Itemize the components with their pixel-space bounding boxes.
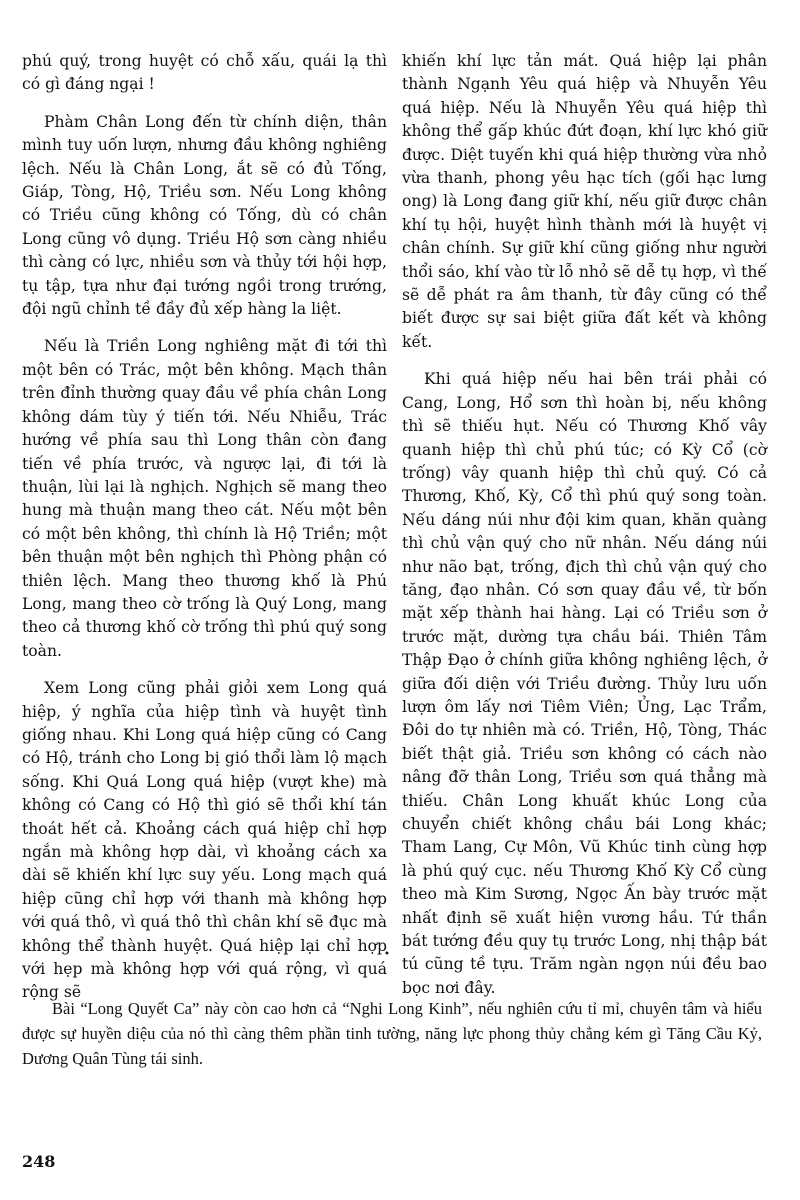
- page-number: 248: [22, 1152, 56, 1171]
- stray-mark: •: [384, 949, 390, 960]
- left-column: [22, 50, 387, 1019]
- left-paragraph-4: Xem Long cũng phải giỏi xem Long quá hiệp, ý nghĩa của hiệp tình và huyệt tình giống nhau. Khi Long quá hiệp cũng có Cang có Hộ, tránh cho Long bị gió thổi làm lộ mạch sống. Khi Quá Long quá hiệp (vượt khe) mà không có Cang có Hộ thì gió sẽ thổi khí tán thoát hết cả. Khoảng cách quá hiệp chỉ hợp ngắn mà không hợp dài, vì khoảng cách xa dài sẽ khiến khí lực suy yếu. Long mạch quá hiệp cũng chỉ hợp với thanh mà không hợp với quá thô, vì quá thô thì chân khí sẽ đục mà không thể thành huyệt. Quá hiệp lại chỉ hợp với hẹp mà không hợp với quá rộng, vì quá rộng sẽ: [22, 679, 387, 1002]
- left-paragraph-3: Nếu là Triền Long nghiêng mặt đi tới thì một bên có Trác, một bên không. Mạch thân trên đỉnh thường quay đầu về phía chân Long không dám tùy ý tiến tới. Nếu Nhiễu, Trác hướng về phía sau thì Long thân còn đang tiến về phía trước, và ngược lại, đi tới là thuận, lùi lại là nghịch. Nghịch sẽ mang theo hung mà thuận mang theo cát. Nếu một bên có một bên không, thì chính là Hộ Triền; một bên thuận một bên nghịch thì Phòng phận có thiên lệch. Mang theo thương khố là Phú Long, mang theo cờ trống là Quý Long, mang theo cả thương khố cờ trống thì phú quý song toàn.: [22, 337, 387, 660]
- closing-note: [22, 996, 762, 1071]
- right-paragraph-2: Khi quá hiệp nếu hai bên trái phải có Cang, Long, Hổ sơn thì hoàn bị, nếu không thì sẽ thiếu hụt. Nếu có Thương Khố vây quanh hiệp thì chủ phú túc; có Kỳ Cổ (cờ trống) vây quanh hiệp thì chủ quý. Có cả Thương, Khố, Kỳ, Cổ thì phú quý song toàn. Nếu dáng núi như đội kim quan, khăn quàng thì chủ vận quý cho nữ nhân. Nếu dáng núi như não bạt, trống, địch thì chủ vận quý cho tăng, đạo nhân. Có sơn quay đầu về, từ bốn mặt xếp thành hai hàng. Lại có Triều sơn ở trước mặt, dường tựa chầu bái. Thiên Tâm Thập Đạo ở chính giữa không nghiêng lệch, ở giữa đối diện với Triều đường. Thủy lưu uốn lượn ôm lấy nơi Tiêm Viên; Ủng, Lạc Trẩm, Đôi do tự nhiên mà có. Triền, Hộ, Tòng, Thác biết thật giả. Triều sơn không có cách nào nâng đỡ thân Long, Triều sơn quá thẳng mà thiếu. Chân Long khuất khúc Long của chuyển chiết không chầu bái Long khác; Tham Lang, Cự Môn, Vũ Khúc tinh cùng hợp là phú quý cục. nếu Thương Khố Kỳ Cổ cùng theo mà Kim Sương, Ngọc Ấn bày trước mặt nhất định sẽ xuất hiện vương hầu. Tứ thần bát tướng đều quy tụ trước Long, nhị thập bát tú cũng tề tựu. Trăm ngàn ngọn núi đều bao bọc nơi đây.: [402, 370, 767, 997]
- right-column: [402, 50, 767, 1014]
- left-paragraph-1: phú quý, trong huyệt có chỗ xấu, quái lạ thì có gì đáng ngại !: [22, 52, 387, 94]
- closing-paragraph: Bài “Long Quyết Ca” này còn cao hơn cả “Nghi Long Kinh”, nếu nghiên cứu tỉ mỉ, chuyên tâm và hiểu được sự huyền diệu của nó thì càng thêm phần tinh tường, năng lực phong thủy chẳng kém gì Tăng Cầu Kỷ, Dương Quân Tùng tái sinh.: [22, 999, 762, 1068]
- right-paragraph-1: khiến khí lực tản mát. Quá hiệp lại phân thành Ngạnh Yêu quá hiệp và Nhuyễn Yêu quá hiệp. Nếu là Nhuyễn Yêu quá hiệp thì không thể gấp khúc đứt đoạn, khí lực khó giữ được. Diệt tuyến khi quá hiệp thường vừa nhỏ vừa thanh, phong yêu hạc tích (gối hạc lưng ong) là Long đang giữ khí, nếu giữ được chân khí tụ hội, huyệt hình thành mới là huyệt vị chân chính. Sự giữ khí cũng giống như người thổi sáo, khí vào từ lỗ nhỏ sẽ dễ tụ hợp, vì thế sẽ dễ phát ra âm thanh, từ đây cũng có thể biết được sự sai biệt giữa đất kết và không kết.: [402, 52, 767, 351]
- left-paragraph-2: Phàm Chân Long đến từ chính diện, thân mình tuy uốn lượn, nhưng đầu không nghiêng lệch. Nếu là Chân Long, ắt sẽ có đủ Tống, Giáp, Tòng, Hộ, Triều sơn. Nếu Long không có Triều cũng không có Tống, dù có chân Long cũng vô dụng. Triều Hộ sơn càng nhiều thì càng có lực, nhiều sơn và thủy tới hội hợp, tụ tập, tựa như đại tướng ngồi trong trướng, đội ngũ chỉnh tề đầy đủ xếp hàng la liệt.: [22, 112, 387, 319]
